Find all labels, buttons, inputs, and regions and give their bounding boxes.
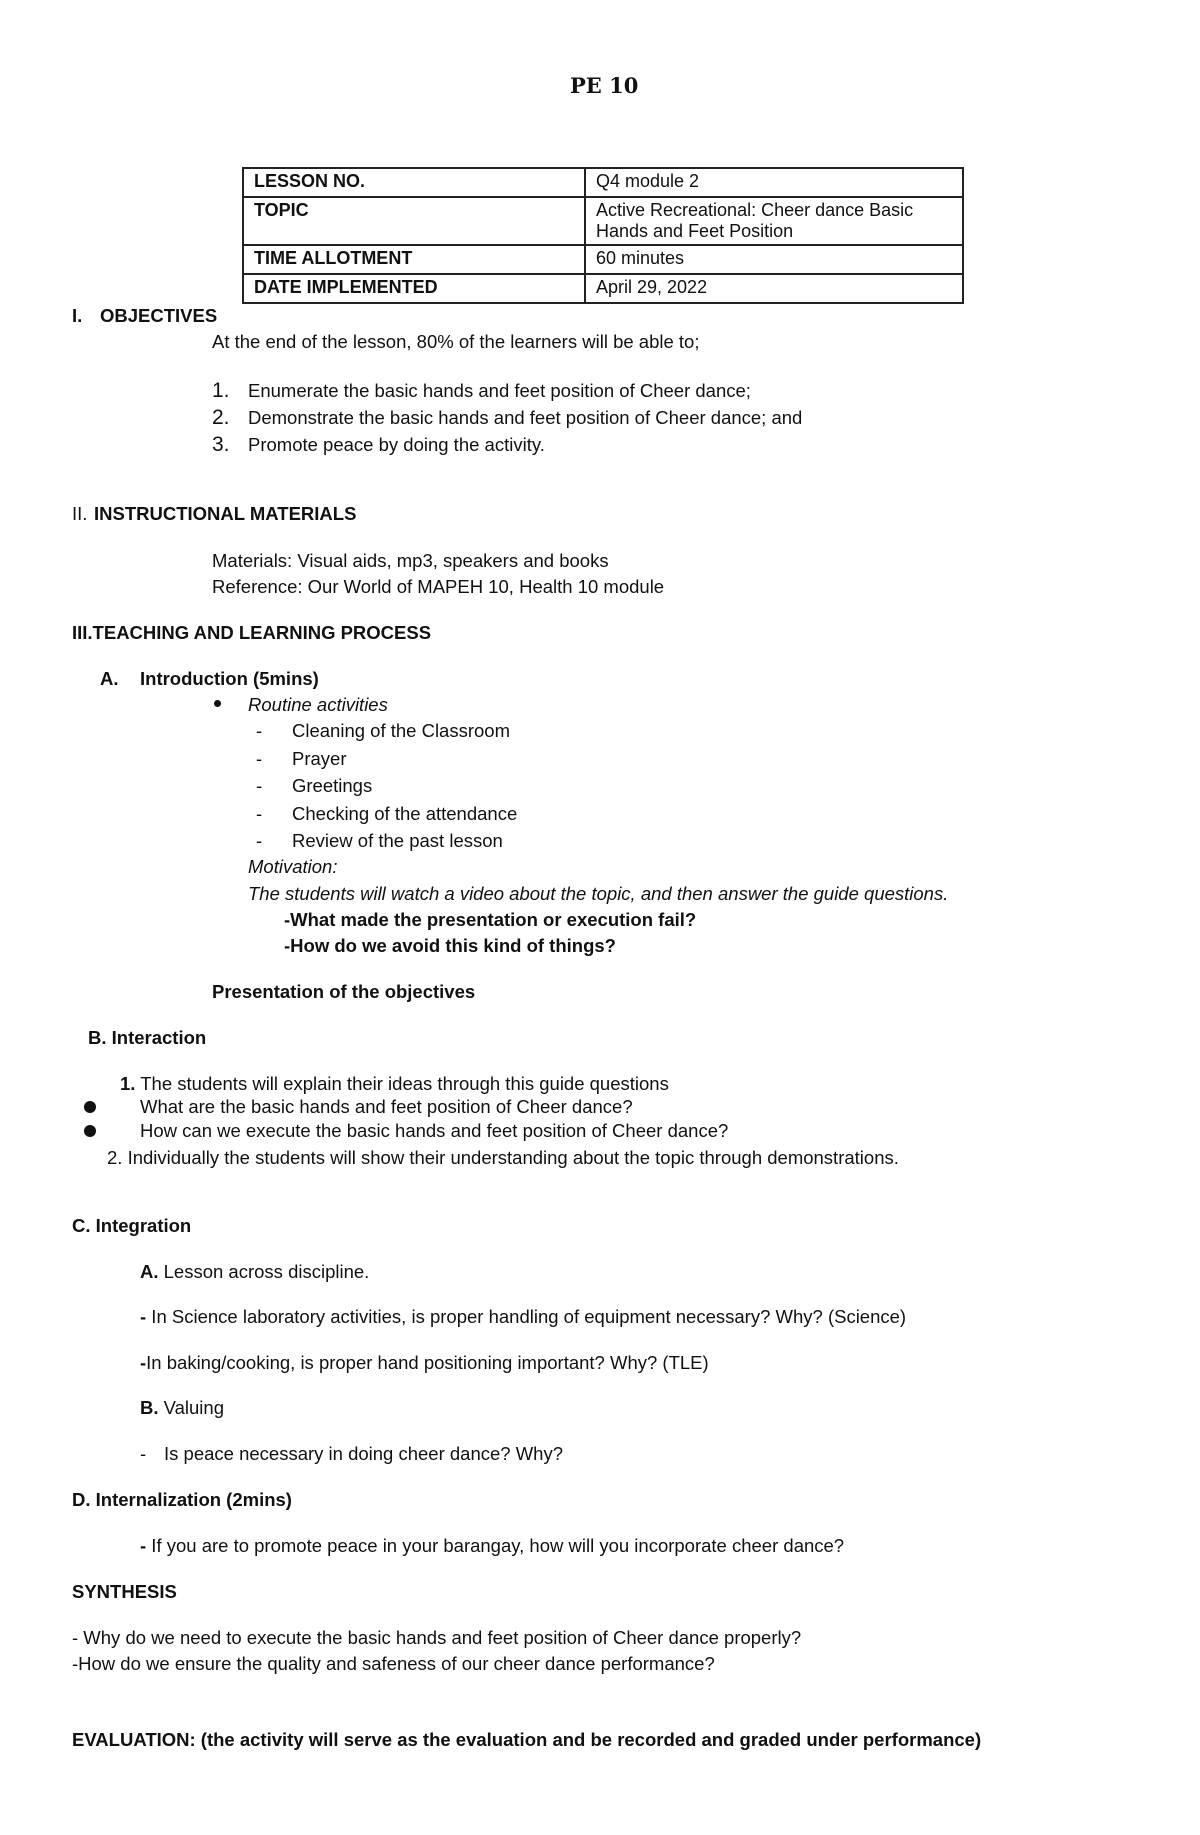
- bullet-icon: [84, 1101, 96, 1113]
- valuing-question: Is peace necessary in doing cheer dance? Why?: [164, 1443, 564, 1464]
- integration-b-text: Valuing: [158, 1397, 224, 1418]
- routine-activities: Routine activities: [248, 694, 388, 715]
- internalization-heading: D. Internalization (2mins): [72, 1489, 292, 1510]
- dash: -: [256, 775, 263, 796]
- integration-a-text: Lesson across discipline.: [158, 1261, 370, 1282]
- process-heading: III.TEACHING AND LEARNING PROCESS: [72, 622, 432, 643]
- science-question: In Science laboratory activities, is proper handling of equipment necessary? Why? (Science): [146, 1306, 907, 1327]
- bullet-icon: [84, 1125, 96, 1137]
- date-implemented-label: DATE IMPLEMENTED: [243, 274, 585, 303]
- motivation-label: Motivation:: [248, 856, 338, 877]
- dash: -: [256, 803, 263, 824]
- table-row: [243, 168, 963, 197]
- synthesis-question: -How do we ensure the quality and safeness of our cheer dance performance?: [72, 1653, 715, 1674]
- materials-label: II.: [72, 503, 88, 524]
- dash: -: [140, 1535, 147, 1556]
- topic-value: Active Recreational: Cheer dance Basic Hands and Feet Position: [585, 197, 963, 245]
- dash: -: [140, 1352, 147, 1373]
- routine-item: Greetings: [292, 775, 373, 796]
- materials-text: Materials: Visual aids, mp3, speakers and books: [212, 550, 609, 571]
- topic-label: TOPIC: [243, 197, 585, 245]
- time-allotment-value: 60 minutes: [585, 245, 963, 274]
- page-title: PE 10: [570, 73, 639, 98]
- objective-item: Enumerate the basic hands and feet position of Cheer dance;: [248, 380, 751, 401]
- interaction-item-number: 1.: [120, 1073, 136, 1094]
- lesson-no-label: LESSON NO.: [243, 168, 585, 197]
- dash: -: [256, 720, 263, 741]
- interaction-heading: B. Interaction: [88, 1027, 207, 1048]
- motivation-text: The students will watch a video about the topic, and then answer the guide questions.: [248, 883, 949, 904]
- date-implemented-value: April 29, 2022: [585, 274, 963, 303]
- introduction-heading: Introduction (5mins): [140, 668, 319, 689]
- synthesis-question: - Why do we need to execute the basic hands and feet position of Cheer dance properly?: [72, 1627, 802, 1648]
- integration-a-label: A.: [140, 1261, 159, 1282]
- guide-question: How can we execute the basic hands and feet position of Cheer dance?: [140, 1120, 729, 1141]
- tle-question: In baking/cooking, is proper hand positioning important? Why? (TLE): [146, 1352, 709, 1373]
- objective-number: 1.: [212, 379, 230, 402]
- lesson-no-value: Q4 module 2: [585, 168, 963, 197]
- synthesis-heading: SYNTHESIS: [72, 1581, 177, 1602]
- internalization-question: If you are to promote peace in your barangay, how will you incorporate cheer dance?: [146, 1535, 845, 1556]
- objective-item: Promote peace by doing the activity.: [248, 434, 545, 455]
- guide-question: -How do we avoid this kind of things?: [284, 935, 616, 956]
- dash: -: [256, 830, 263, 851]
- materials-heading: INSTRUCTIONAL MATERIALS: [94, 503, 357, 524]
- guide-question: What are the basic hands and feet position of Cheer dance?: [140, 1096, 633, 1117]
- objective-number: 2.: [212, 406, 230, 429]
- presentation-of-objectives: Presentation of the objectives: [212, 981, 476, 1002]
- evaluation-text: EVALUATION: (the activity will serve as the evaluation and be recorded and graded under performance): [72, 1729, 982, 1750]
- integration-heading: C. Integration: [72, 1215, 192, 1236]
- guide-question: -What made the presentation or execution fail?: [284, 909, 697, 930]
- objective-item: Demonstrate the basic hands and feet position of Cheer dance; and: [248, 407, 803, 428]
- interaction-item-text: The students will explain their ideas through this guide questions: [135, 1073, 669, 1094]
- objectives-intro: At the end of the lesson, 80% of the learners will be able to;: [212, 331, 700, 352]
- routine-item: Cleaning of the Classroom: [292, 720, 510, 741]
- time-allotment-label: TIME ALLOTMENT: [243, 245, 585, 274]
- dash: -: [140, 1306, 147, 1327]
- routine-item: Prayer: [292, 748, 347, 769]
- routine-item: Checking of the attendance: [292, 803, 518, 824]
- table-row: [243, 245, 963, 274]
- routine-item: Review of the past lesson: [292, 830, 503, 851]
- lesson-info-table: [242, 167, 964, 304]
- dash: -: [140, 1443, 147, 1464]
- reference-text: Reference: Our World of MAPEH 10, Health 10 module: [212, 576, 665, 597]
- interaction-item: 2. Individually the students will show their understanding about the topic through demonstrations.: [107, 1147, 899, 1168]
- objectives-label: I.: [72, 305, 83, 326]
- objective-number: 3.: [212, 433, 230, 456]
- integration-b-label: B.: [140, 1397, 159, 1418]
- table-row: [243, 197, 963, 245]
- objectives-heading: OBJECTIVES: [100, 305, 218, 326]
- introduction-label: A.: [100, 668, 119, 689]
- table-row: [243, 274, 963, 303]
- dash: -: [256, 748, 263, 769]
- bullet-icon: [214, 700, 221, 707]
